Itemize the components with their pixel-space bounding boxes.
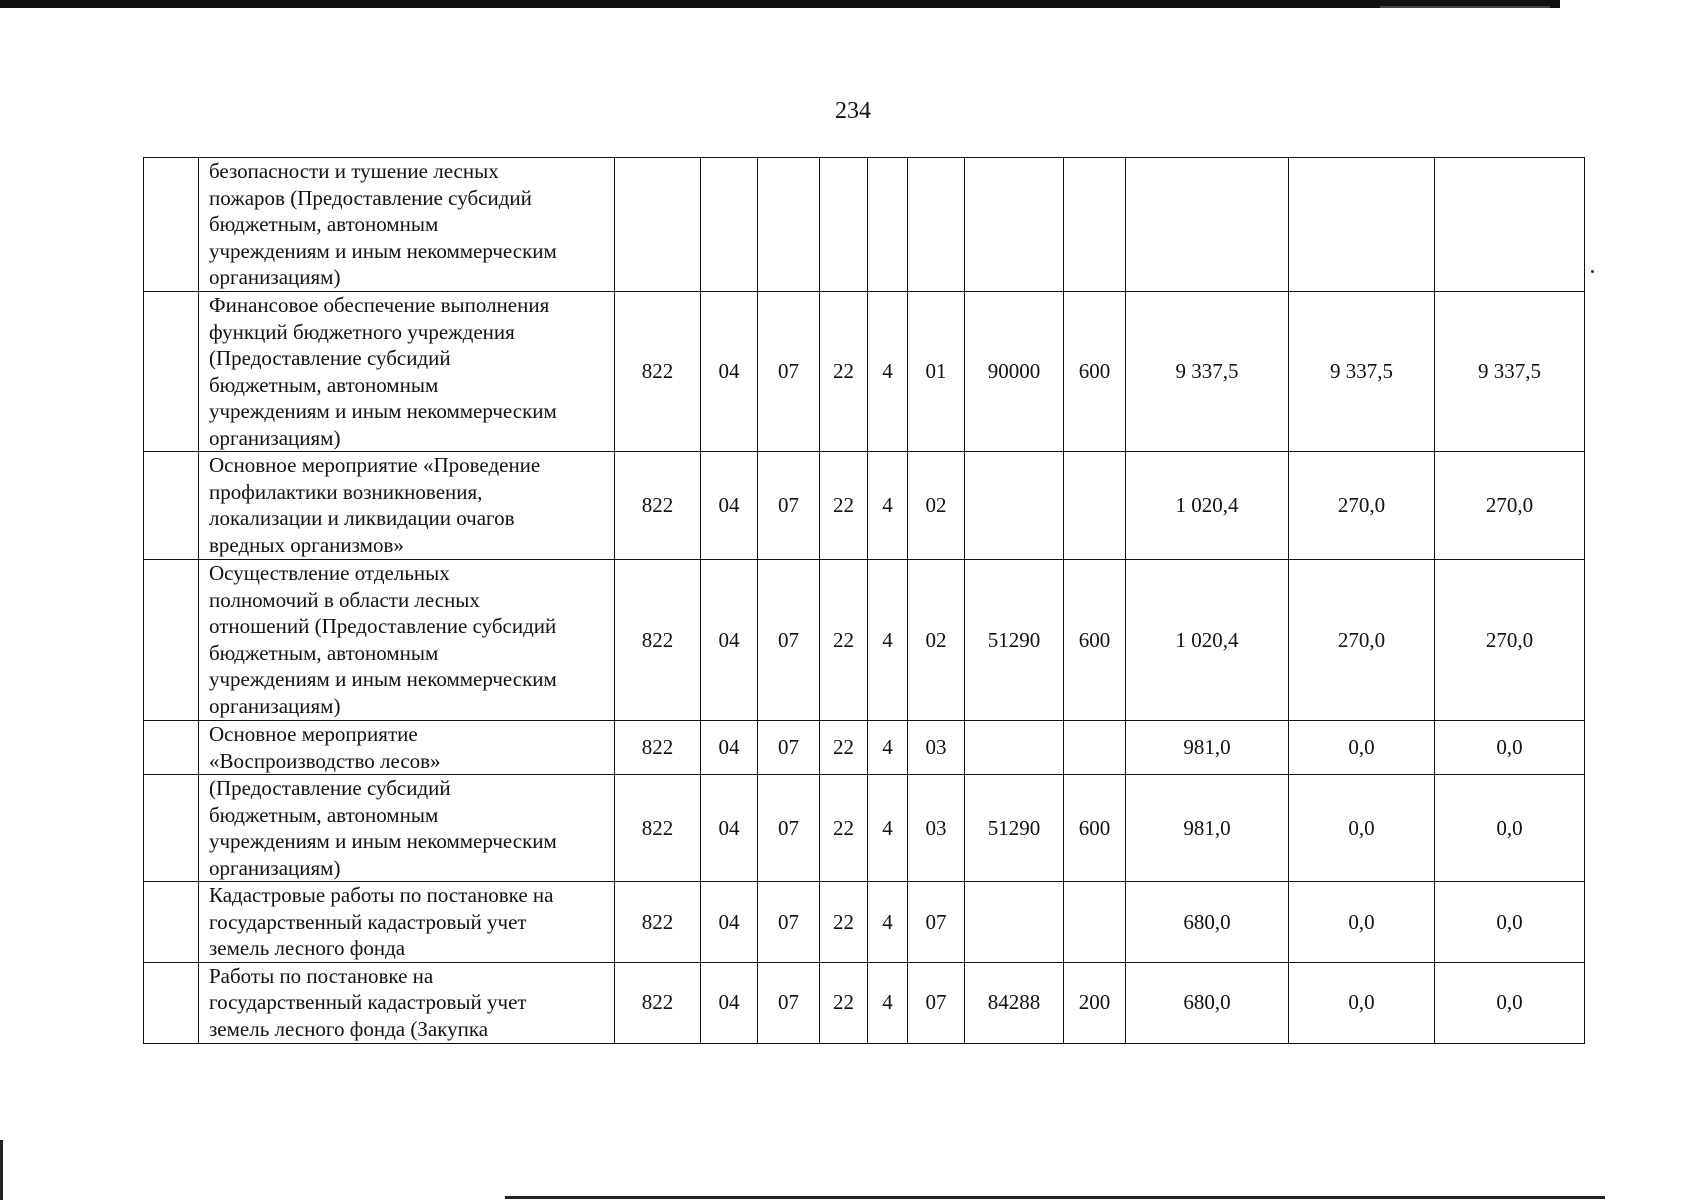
subprogram-code-cell: 4 bbox=[868, 560, 908, 721]
subsection-code-cell: 07 bbox=[758, 721, 820, 775]
sum-year-3-cell: 0,0 bbox=[1435, 775, 1585, 882]
program-code-cell: 22 bbox=[820, 775, 868, 882]
sum-year-1-cell: 9 337,5 bbox=[1126, 292, 1289, 452]
expense-name-cell: безопасности и тушение лесных пожаров (Предоставление субсидий бюджетным, автономным учреждениям и иным некоммерческим организациям) bbox=[199, 158, 615, 292]
event-code-cell: 02 bbox=[908, 560, 965, 721]
expense-name-cell: Работы по постановке на государственный кадастровый учет земель лесного фонда (Закупка bbox=[199, 962, 615, 1043]
direction-code-cell bbox=[965, 882, 1064, 963]
section-code-cell: 04 bbox=[701, 721, 758, 775]
sum-year-1-cell: 981,0 bbox=[1126, 721, 1289, 775]
program-code-cell: 22 bbox=[820, 882, 868, 963]
sum-year-3-cell: 0,0 bbox=[1435, 882, 1585, 963]
subsection-code-cell: 07 bbox=[758, 560, 820, 721]
direction-code-cell: 51290 bbox=[965, 775, 1064, 882]
sum-year-3-cell bbox=[1435, 158, 1585, 292]
sum-year-3-cell: 0,0 bbox=[1435, 962, 1585, 1043]
row-number-cell bbox=[144, 560, 199, 721]
sum-year-1-cell: 1 020,4 bbox=[1126, 560, 1289, 721]
row-number-cell bbox=[144, 775, 199, 882]
table-row bbox=[144, 560, 1585, 721]
program-code-cell: 22 bbox=[820, 292, 868, 452]
sum-year-3-cell: 270,0 bbox=[1435, 560, 1585, 721]
row-number-cell bbox=[144, 158, 199, 292]
row-number-cell bbox=[144, 882, 199, 963]
subprogram-code-cell bbox=[868, 158, 908, 292]
subprogram-code-cell: 4 bbox=[868, 962, 908, 1043]
section-code-cell: 04 bbox=[701, 775, 758, 882]
expense-name-cell: Основное мероприятие «Проведение профилактики возникновения, локализации и ликвидации очагов вредных организмов» bbox=[199, 452, 615, 560]
ministry-code-cell: 822 bbox=[615, 292, 701, 452]
direction-code-cell bbox=[965, 158, 1064, 292]
sum-year-1-cell bbox=[1126, 158, 1289, 292]
sum-year-3-cell: 0,0 bbox=[1435, 721, 1585, 775]
sum-year-3-cell: 270,0 bbox=[1435, 452, 1585, 560]
event-code-cell: 07 bbox=[908, 962, 965, 1043]
sum-year-3-cell: 9 337,5 bbox=[1435, 292, 1585, 452]
sum-year-1-cell: 680,0 bbox=[1126, 882, 1289, 963]
subsection-code-cell: 07 bbox=[758, 962, 820, 1043]
sum-year-2-cell: 270,0 bbox=[1289, 560, 1435, 721]
sum-year-1-cell: 680,0 bbox=[1126, 962, 1289, 1043]
section-code-cell: 04 bbox=[701, 882, 758, 963]
row-number-cell bbox=[144, 962, 199, 1043]
expense-type-cell: 600 bbox=[1064, 560, 1126, 721]
row-number-cell bbox=[144, 292, 199, 452]
event-code-cell: 07 bbox=[908, 882, 965, 963]
direction-code-cell: 51290 bbox=[965, 560, 1064, 721]
expense-type-cell: 200 bbox=[1064, 962, 1126, 1043]
subprogram-code-cell: 4 bbox=[868, 775, 908, 882]
program-code-cell: 22 bbox=[820, 721, 868, 775]
scan-border-top-thin bbox=[1380, 6, 1550, 8]
ministry-code-cell: 822 bbox=[615, 560, 701, 721]
page-number: 234 bbox=[835, 98, 871, 124]
event-code-cell: 01 bbox=[908, 292, 965, 452]
expense-type-cell: 600 bbox=[1064, 292, 1126, 452]
scan-border-left bbox=[0, 1140, 3, 1200]
expense-name-cell: Основное мероприятие «Воспроизводство лесов» bbox=[199, 721, 615, 775]
subprogram-code-cell: 4 bbox=[868, 882, 908, 963]
sum-year-1-cell: 1 020,4 bbox=[1126, 452, 1289, 560]
expense-name-cell: Финансовое обеспечение выполнения функций бюджетного учреждения (Предоставление субсидий бюджетным, автономным учреждениям и иным некоммерческим организациям) bbox=[199, 292, 615, 452]
section-code-cell bbox=[701, 158, 758, 292]
sum-year-2-cell: 0,0 bbox=[1289, 882, 1435, 963]
program-code-cell bbox=[820, 158, 868, 292]
ministry-code-cell: 822 bbox=[615, 962, 701, 1043]
sum-year-2-cell: 9 337,5 bbox=[1289, 292, 1435, 452]
subprogram-code-cell: 4 bbox=[868, 452, 908, 560]
subsection-code-cell: 07 bbox=[758, 882, 820, 963]
ministry-code-cell: 822 bbox=[615, 721, 701, 775]
event-code-cell: 03 bbox=[908, 775, 965, 882]
table-row bbox=[144, 292, 1585, 452]
section-code-cell: 04 bbox=[701, 452, 758, 560]
subsection-code-cell: 07 bbox=[758, 452, 820, 560]
program-code-cell: 22 bbox=[820, 962, 868, 1043]
row-number-cell bbox=[144, 721, 199, 775]
event-code-cell: 03 bbox=[908, 721, 965, 775]
event-code-cell bbox=[908, 158, 965, 292]
subprogram-code-cell: 4 bbox=[868, 721, 908, 775]
section-code-cell: 04 bbox=[701, 292, 758, 452]
expense-type-cell: 600 bbox=[1064, 775, 1126, 882]
expense-type-cell bbox=[1064, 158, 1126, 292]
scan-speck bbox=[1591, 270, 1594, 273]
direction-code-cell bbox=[965, 721, 1064, 775]
table-row bbox=[144, 158, 1585, 292]
section-code-cell: 04 bbox=[701, 962, 758, 1043]
ministry-code-cell: 822 bbox=[615, 775, 701, 882]
table-row bbox=[144, 721, 1585, 775]
section-code-cell: 04 bbox=[701, 560, 758, 721]
program-code-cell: 22 bbox=[820, 560, 868, 721]
expense-name-cell: (Предоставление субсидий бюджетным, автономным учреждениям и иным некоммерческим организациям) bbox=[199, 775, 615, 882]
sum-year-2-cell: 270,0 bbox=[1289, 452, 1435, 560]
table-row bbox=[144, 452, 1585, 560]
table-row bbox=[144, 775, 1585, 882]
table-row bbox=[144, 882, 1585, 963]
event-code-cell: 02 bbox=[908, 452, 965, 560]
expense-name-cell: Осуществление отдельных полномочий в области лесных отношений (Предоставление субсидий бюджетным, автономным учреждениям и иным некоммерческим организациям) bbox=[199, 560, 615, 721]
subprogram-code-cell: 4 bbox=[868, 292, 908, 452]
expense-type-cell bbox=[1064, 452, 1126, 560]
expense-name-cell: Кадастровые работы по постановке на государственный кадастровый учет земель лесного фонда bbox=[199, 882, 615, 963]
direction-code-cell: 84288 bbox=[965, 962, 1064, 1043]
sum-year-2-cell bbox=[1289, 158, 1435, 292]
budget-table bbox=[143, 157, 1585, 1044]
sum-year-2-cell: 0,0 bbox=[1289, 775, 1435, 882]
ministry-code-cell bbox=[615, 158, 701, 292]
direction-code-cell bbox=[965, 452, 1064, 560]
expense-type-cell bbox=[1064, 882, 1126, 963]
subsection-code-cell: 07 bbox=[758, 292, 820, 452]
sum-year-1-cell: 981,0 bbox=[1126, 775, 1289, 882]
expense-type-cell bbox=[1064, 721, 1126, 775]
scan-border-bottom bbox=[505, 1196, 1605, 1199]
subsection-code-cell bbox=[758, 158, 820, 292]
sum-year-2-cell: 0,0 bbox=[1289, 721, 1435, 775]
row-number-cell bbox=[144, 452, 199, 560]
sum-year-2-cell: 0,0 bbox=[1289, 962, 1435, 1043]
subsection-code-cell: 07 bbox=[758, 775, 820, 882]
direction-code-cell: 90000 bbox=[965, 292, 1064, 452]
ministry-code-cell: 822 bbox=[615, 452, 701, 560]
scan-border-top bbox=[0, 0, 1560, 8]
table-row bbox=[144, 962, 1585, 1043]
ministry-code-cell: 822 bbox=[615, 882, 701, 963]
program-code-cell: 22 bbox=[820, 452, 868, 560]
